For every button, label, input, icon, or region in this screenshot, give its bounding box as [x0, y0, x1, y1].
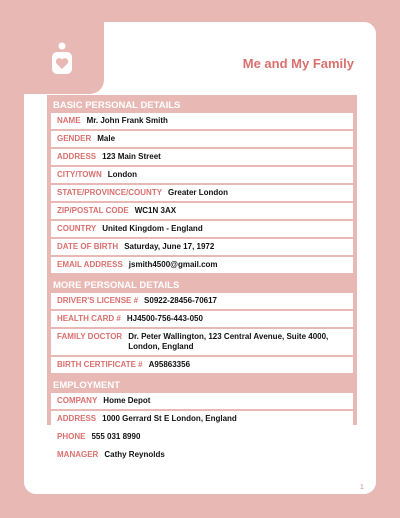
field-row [51, 329, 353, 355]
field-label: FAMILY DOCTOR [57, 332, 123, 341]
field-row [51, 393, 353, 409]
field-label: HEALTH CARD # [57, 314, 121, 323]
field-label: ADDRESS [57, 152, 97, 161]
field-label: DATE OF BIRTH [57, 242, 119, 251]
field-row [51, 293, 353, 309]
field-value: S0922-28456-70617 [144, 296, 217, 305]
field-row [51, 357, 353, 373]
field-row [51, 447, 353, 463]
field-row [51, 429, 353, 445]
field-value: 555 031 8990 [91, 432, 141, 441]
field-label: ZIP/POSTAL CODE [57, 206, 129, 215]
field-value: jsmith4500@gmail.com [128, 260, 218, 269]
field-row [51, 411, 353, 427]
section-heading: EMPLOYMENT [53, 380, 121, 391]
page-title: Me and My Family [242, 56, 354, 71]
page-number: 1 [360, 484, 364, 491]
section-employment [47, 375, 357, 463]
field-row [51, 113, 353, 129]
field-value: 123 Main Street [102, 152, 161, 161]
field-row [51, 221, 353, 237]
field-value: Greater London [168, 188, 229, 197]
field-row [51, 149, 353, 165]
field-label: DRIVER'S LICENSE # [57, 296, 139, 305]
field-value: Saturday, June 17, 1972 [124, 242, 215, 251]
field-row [51, 167, 353, 183]
field-value: HJ4500-756-443-050 [126, 314, 203, 323]
field-value: Dr. Peter Wallington, 123 Central Avenue, Suite 4000, London, England [128, 332, 329, 351]
section-more [47, 275, 357, 373]
field-row [51, 311, 353, 327]
field-value: Home Depot [103, 396, 151, 405]
field-row [51, 203, 353, 219]
section-heading: MORE PERSONAL DETAILS [53, 280, 180, 291]
field-value: London [107, 170, 138, 179]
field-label: COMPANY [57, 396, 98, 405]
field-label: COUNTRY [57, 224, 97, 233]
field-label: ADDRESS [57, 414, 97, 423]
field-value: Mr. John Frank Smith [86, 116, 168, 125]
field-value: A95863356 [148, 360, 191, 369]
field-row [51, 239, 353, 255]
field-value: United Kingdom - England [102, 224, 203, 233]
field-label: NAME [57, 116, 81, 125]
field-label: PHONE [57, 432, 86, 441]
field-label: GENDER [57, 134, 92, 143]
field-label: CITY/TOWN [57, 170, 102, 179]
field-label: MANAGER [57, 450, 99, 459]
field-row [51, 131, 353, 147]
field-value: 1000 Gerrard St E London, England [102, 414, 237, 423]
field-value: Male [97, 134, 116, 143]
field-label: EMAIL ADDRESS [57, 260, 123, 269]
field-value: Cathy Reynolds [104, 450, 165, 459]
section-basic [47, 95, 357, 273]
field-value: WC1N 3AX [134, 206, 177, 215]
field-row [51, 185, 353, 201]
field-row [51, 257, 353, 273]
details-panel [47, 95, 357, 459]
section-heading: BASIC PERSONAL DETAILS [53, 100, 181, 111]
field-label: BIRTH CERTIFICATE # [57, 360, 143, 369]
field-label: STATE/PROVINCE/COUNTY [57, 188, 163, 197]
